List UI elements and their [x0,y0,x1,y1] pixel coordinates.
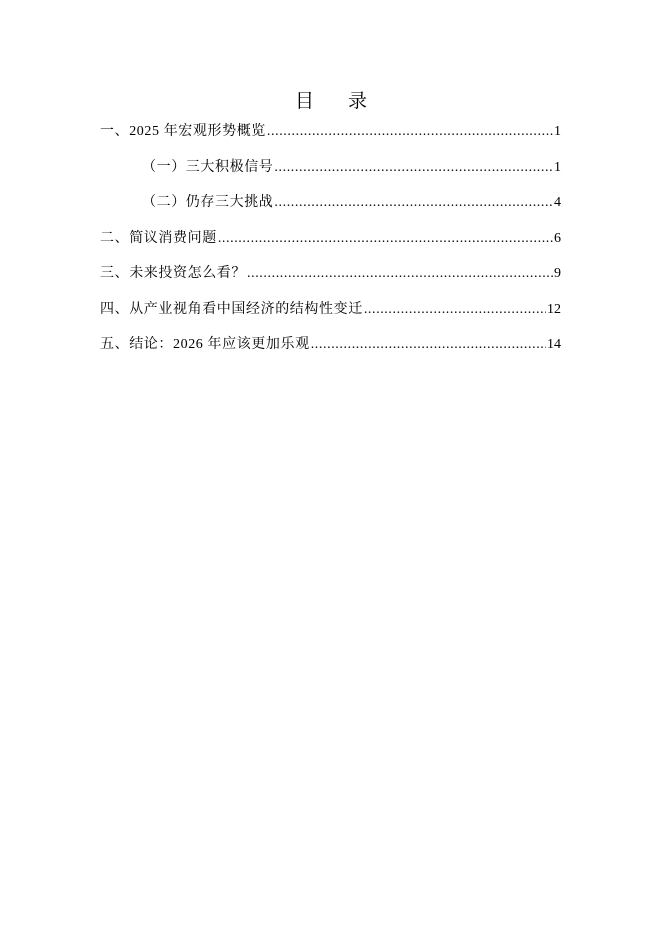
toc-entry-label: 四、从产业视角看中国经济的结构性变迁 [100,301,363,317]
toc-dot-leader [274,193,553,213]
toc-entry[interactable] [100,335,561,371]
toc-entry[interactable] [100,122,561,158]
toc-entry-label: （二）仍存三大挑战 [142,195,274,210]
toc-page-number: 1 [554,159,561,175]
toc-entry[interactable] [100,264,561,300]
toc-entry[interactable] [100,300,561,336]
toc-page-number: 9 [554,266,561,281]
toc-page-number: 1 [554,124,561,139]
toc-entry-label: 五、结论：2026 年应该更加乐观 [100,337,310,352]
toc-dot-leader [311,335,546,355]
toc-page-number: 6 [554,230,561,246]
toc-page-number: 12 [547,301,561,317]
toc-dot-leader [267,122,553,142]
toc-entry-label: 二、简议消费问题 [100,230,217,246]
toc-dot-leader [218,229,553,249]
toc-dot-leader [274,158,553,178]
toc-entry[interactable] [100,158,561,194]
toc-entry[interactable] [100,229,561,265]
toc-entry[interactable] [100,193,561,229]
table-of-contents [100,122,561,371]
toc-dot-leader [364,300,546,320]
toc-dot-leader [247,264,553,284]
toc-entry-label: 一、2025 年宏观形势概览 [100,124,266,139]
toc-page-number: 14 [547,337,561,352]
toc-entry-label: （一）三大积极信号 [142,159,274,175]
toc-title: 目 录 [294,90,382,112]
toc-page-number: 4 [554,195,561,210]
toc-entry-label: 三、未来投资怎么看？ [100,266,246,281]
